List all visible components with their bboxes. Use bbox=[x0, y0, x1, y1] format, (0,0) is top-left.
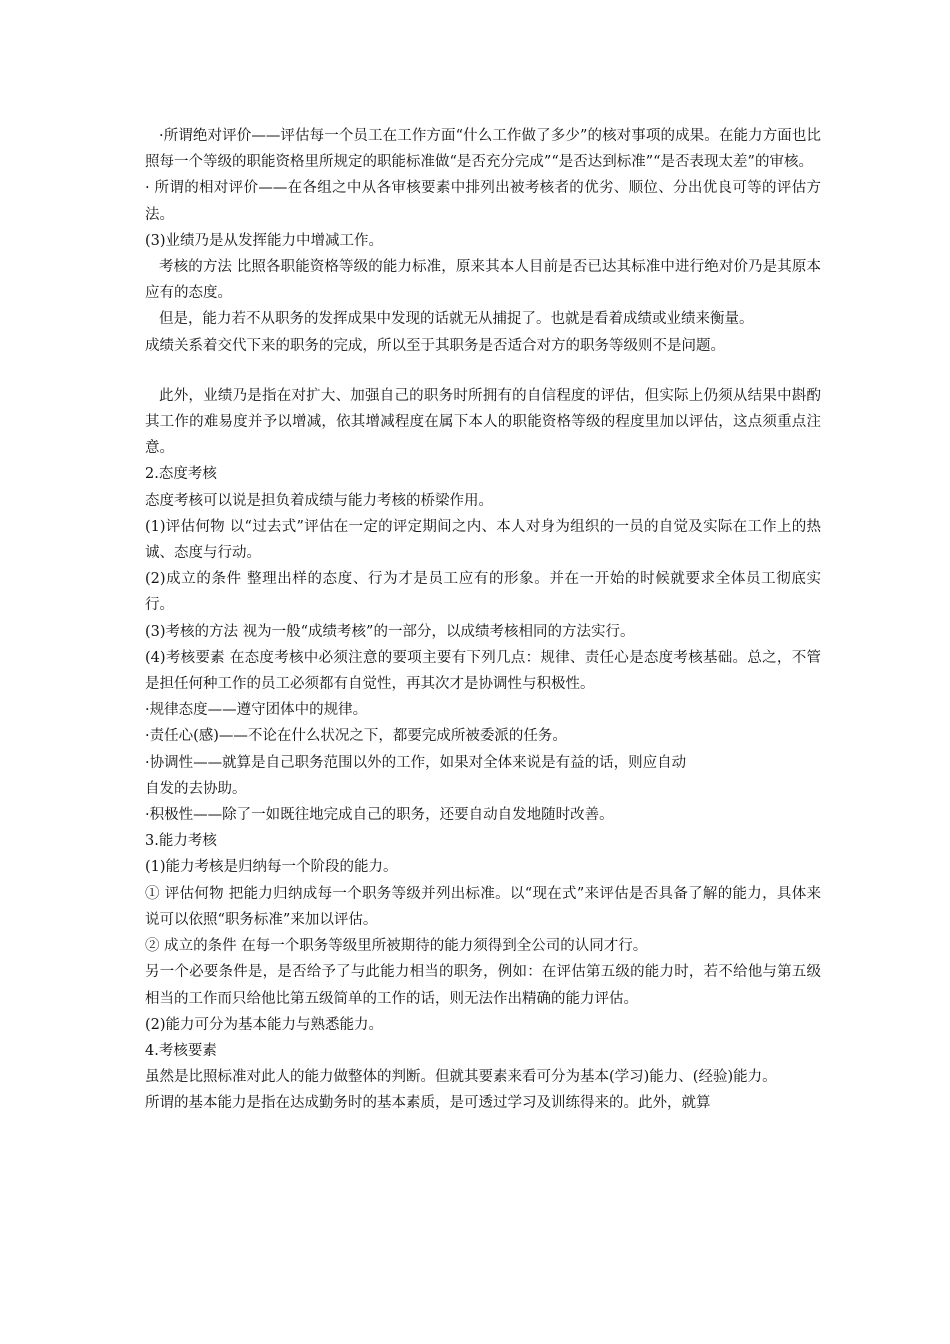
paragraph-ability-conditions: ② 成立的条件 在每一个职务等级里所被期待的能力须得到全公司的认同才行。 bbox=[145, 938, 648, 955]
paragraph-attitude-1: (1)评估何物 以“过去式”评估在一定的评定期间之内、本人对身为组织的一员的自觉及实际在工作上的热诚、态度与行动。 bbox=[145, 518, 821, 562]
paragraph-attitude-intro: 态度考核可以说是担负着成绩与能力考核的桥梁作用。 bbox=[145, 492, 493, 509]
document-body bbox=[145, 123, 821, 1117]
heading-ability-assessment: 3.能力考核 bbox=[145, 833, 217, 850]
list-item-initiative: ·积极性——除了一如既往地完成自己的职务，还要自动自发地随时改善。 bbox=[145, 807, 614, 824]
heading-assessment-elements: 4.考核要素 bbox=[145, 1042, 217, 1059]
paragraph-attitude-2: (2)成立的条件 整理出样的态度、行为才是员工应有的形象。并在一开始的时候就要求全体员工彻底实行。 bbox=[145, 571, 821, 614]
paragraph-basic-ability: 所谓的基本能力是指在达成勤务时的基本素质，是可透过学习及训练得来的。此外，就算 bbox=[145, 1095, 711, 1112]
paragraph-results: 成绩关系着交代下来的职务的完成，所以至于其职务是否适合对方的职务等级则不是问题。 bbox=[145, 337, 725, 354]
list-item-discipline: ·规律态度——遵守团体中的规律。 bbox=[145, 702, 368, 719]
paragraph-attitude-4: (4)考核要素 在态度考核中必须注意的要项主要有下列几点：规律、责任心是态度考核基础。总之，不管是担任何种工作的员工必须都有自觉性，再其次才是协调性与积极性。 bbox=[145, 649, 821, 693]
paragraph-however: 但是，能力若不从职务的发挥成果中发现的话就无从捕捉了。也就是看着成绩或业绩来衡量。 bbox=[159, 311, 754, 328]
paragraph-ability-other-condition: 另一个必要条件是，是否给予了与此能力相当的职务，例如：在评估第五级的能力时，若不给他与第五级相当的工作而只给他比第五级简单的工作的话，则无法作出精确的能力评估。 bbox=[145, 964, 821, 1007]
paragraph-relative-evaluation: · 所谓的相对评价——在各组之中从各审核要素中排列出被考核者的优劣、顺位、分出优良可等的评估方法。 bbox=[145, 180, 821, 223]
list-item-responsibility: ·责任心(感)——不论在什么状况之下，都要完成所被委派的任务。 bbox=[145, 728, 567, 745]
blank-gap bbox=[145, 359, 821, 383]
paragraph-performance-3: (3)业绩乃是从发挥能力中增减工作。 bbox=[145, 232, 384, 249]
paragraph-attitude-3: (3)考核的方法 视为一般“成绩考核”的一部分，以成绩考核相同的方法实行。 bbox=[145, 623, 635, 640]
list-item-cooperation-cont: 自发的去协助。 bbox=[145, 780, 247, 797]
paragraph-furthermore: 此外，业绩乃是指在对扩大、加强自己的职务时所拥有的自信程度的评估，但实际上仍须从结果中斟酌其工作的难易度并予以增减，依其增减程度在属下本人的职能资格等级的程度里加以评估，这点须重点注意。 bbox=[145, 387, 821, 457]
paragraph-ability-what: ① 评估何物 把能力归纳成每一个职务等级并列出标准。以“现在式”来评估是否具备了解的能力，具体来说可以依照“职务标准”来加以评估。 bbox=[145, 885, 821, 928]
paragraph-ability-1: (1)能力考核是归纳每一个阶段的能力。 bbox=[145, 859, 398, 876]
paragraph-assessment-method: 考核的方法 比照各职能资格等级的能力标准，原来其本人目前是否已达其标准中进行绝对价乃是其原本应有的态度。 bbox=[145, 259, 821, 302]
paragraph-elements-intro: 虽然是比照标准对此人的能力做整体的判断。但就其要素来看可分为基本(学习)能力、(经验)能力。 bbox=[145, 1069, 777, 1086]
list-item-cooperation: ·协调性——就算是自己职务范围以外的工作，如果对全体来说是有益的话，则应自动 bbox=[145, 754, 687, 771]
heading-attitude-assessment: 2.态度考核 bbox=[145, 466, 217, 483]
paragraph-ability-2: (2)能力可分为基本能力与熟悉能力。 bbox=[145, 1016, 384, 1033]
paragraph-absolute-evaluation: ·所谓绝对评价——评估每一个员工在工作方面“什么工作做了多少”的核对事项的成果。在能力方面也比照每一个等级的职能资格里所规定的职能标准做“是否充分完成”“是否达到标准”“是否表现太差”的审核。 bbox=[145, 128, 821, 171]
